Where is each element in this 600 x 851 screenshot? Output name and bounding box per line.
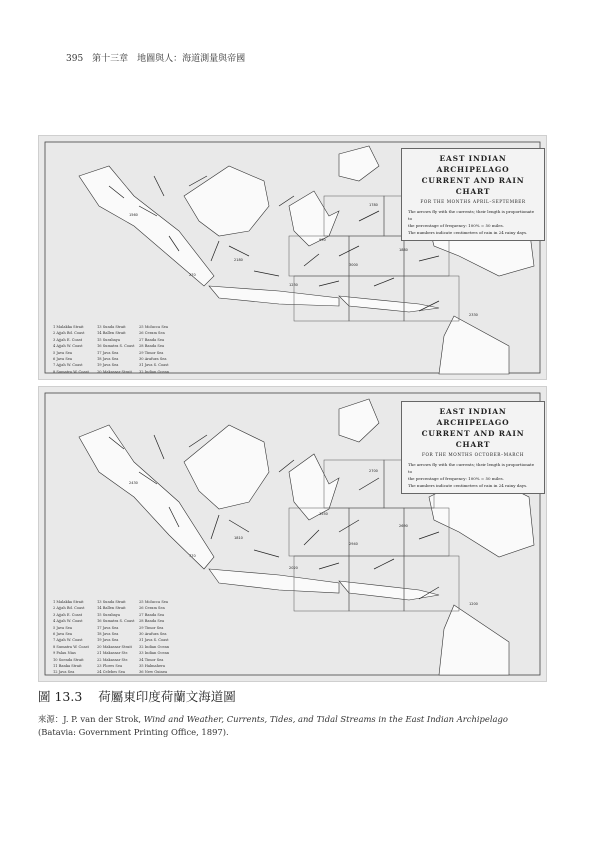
legend-col1: 1 Malakka Strait 2 Ajjah Bd. Coast 3 Ajjah E. Coast 4 Ajjah W. Coast 5 Java Sea 6 Java Sea 7 Ajjah W. Coast 8 Sumatra W. Coast bbox=[53, 325, 89, 374]
map-note: the percentage of frequency: 100% = 50 miles. bbox=[408, 476, 504, 481]
map-title-line1: EAST INDIAN ARCHIPELAGO bbox=[436, 154, 510, 174]
svg-text:1560: 1560 bbox=[129, 213, 138, 217]
svg-text:270: 270 bbox=[189, 273, 196, 277]
map-title-line2: CURRENT AND RAIN CHART bbox=[421, 176, 525, 196]
svg-text:1810: 1810 bbox=[234, 536, 243, 540]
source-book-title: Wind and Weather, Currents, Tides, and Tidal Streams in the East Indian Archipelago bbox=[143, 714, 508, 724]
svg-text:1880: 1880 bbox=[399, 248, 408, 252]
legend-col2: 13 Sunda Strait 14 Ballen Strait 15 Surabaya 16 Sumatra S. Coast 17 Java Sea 18 Java Sea 19 Java Sea 20 Makassar Strait 21 Makassar Str. 22 Makassar Str. 23 Flores Sea 24 Celebes Sea bbox=[97, 600, 135, 675]
map-april-september bbox=[38, 135, 547, 380]
map-note: The arrows fly with the currents; their length is proportionate to bbox=[408, 209, 535, 221]
map-season: FOR THE MONTHS APRIL–SEPTEMBER bbox=[420, 199, 526, 204]
svg-text:2940: 2940 bbox=[349, 542, 358, 546]
map-note: The arrows fly with the currents; their length is proportionate to bbox=[408, 462, 535, 474]
map-note: The numbers indicate centimetres of rain in 24 rainy days. bbox=[408, 483, 528, 488]
svg-text:2330: 2330 bbox=[469, 313, 478, 317]
map-title-line1: EAST INDIAN ARCHIPELAGO bbox=[436, 407, 510, 427]
svg-text:1550: 1550 bbox=[319, 512, 328, 516]
svg-text:1780: 1780 bbox=[369, 203, 378, 207]
map-title-line2: CURRENT AND RAIN CHART bbox=[421, 429, 525, 449]
legend-col3: 25 Molucca Sea 26 Ceram Sea 27 Banda Sea 28 Banda Sea 29 Timor Sea 30 Arafura Sea 31 Java S. Coast 32 Indian Ocean bbox=[139, 325, 170, 374]
svg-text:2430: 2430 bbox=[129, 481, 138, 485]
legend-col3: 25 Molucca Sea 26 Ceram Sea 27 Banda Sea 28 Banda Sea 29 Timor Sea 30 Arafura Sea 31 Java S. Coast 32 Indian Ocean 33 Indian Ocean 34 Timor Sea 35 Halmahera 36 New Guinea bbox=[139, 600, 170, 675]
svg-text:990: 990 bbox=[319, 238, 326, 242]
source-suffix: (Batavia: Government Printing Office, 1897). bbox=[38, 727, 229, 737]
legend-col1: 1 Malakka Strait 2 Ajjah Bd. Coast 3 Ajjah E. Coast 4 Ajjah W. Coast 5 Java Sea 6 Java Sea 7 Ajjah W. Coast 8 Sumatra W. Coast 9 Palau Nias 10 Soenda Strait 11 Banka Strait 12 Java Sea bbox=[53, 600, 89, 675]
svg-text:1200: 1200 bbox=[469, 602, 478, 606]
legend-col2: 13 Sunda Strait 14 Ballen Strait 15 Surabaya 16 Sumatra S. Coast 17 Java Sea 18 Java Sea 19 Java Sea 20 Makassar Strait bbox=[97, 325, 135, 374]
running-header bbox=[66, 51, 245, 64]
source-prefix: 來源：J. P. van der Strok, bbox=[38, 714, 144, 724]
figure-source bbox=[38, 713, 548, 739]
svg-text:770: 770 bbox=[189, 554, 196, 558]
figure-title: 荷屬東印度荷蘭文海道圖 bbox=[98, 689, 236, 704]
svg-text:2700: 2700 bbox=[369, 469, 378, 473]
svg-text:2690: 2690 bbox=[399, 524, 408, 528]
figure-caption bbox=[38, 687, 236, 705]
map-season: FOR THE MONTHS OCTOBER–MARCH bbox=[421, 452, 525, 457]
map-title-block bbox=[401, 148, 545, 241]
map-title-block bbox=[401, 401, 545, 494]
svg-text:3000: 3000 bbox=[349, 263, 358, 267]
page-number: 395 bbox=[66, 54, 84, 64]
svg-text:2020: 2020 bbox=[289, 566, 298, 570]
svg-text:2180: 2180 bbox=[234, 258, 243, 262]
map-note: the percentage of frequency: 100% = 50 miles. bbox=[408, 223, 504, 228]
chapter-title: 第十三章 地圖與人：海道測量與帝國 bbox=[92, 54, 246, 64]
svg-text:1230: 1230 bbox=[289, 283, 298, 287]
map-note: The numbers indicate centimetres of rain in 24 rainy days. bbox=[408, 230, 528, 235]
map-october-march bbox=[38, 386, 547, 682]
figure-number: 圖 13.3 bbox=[38, 689, 83, 704]
